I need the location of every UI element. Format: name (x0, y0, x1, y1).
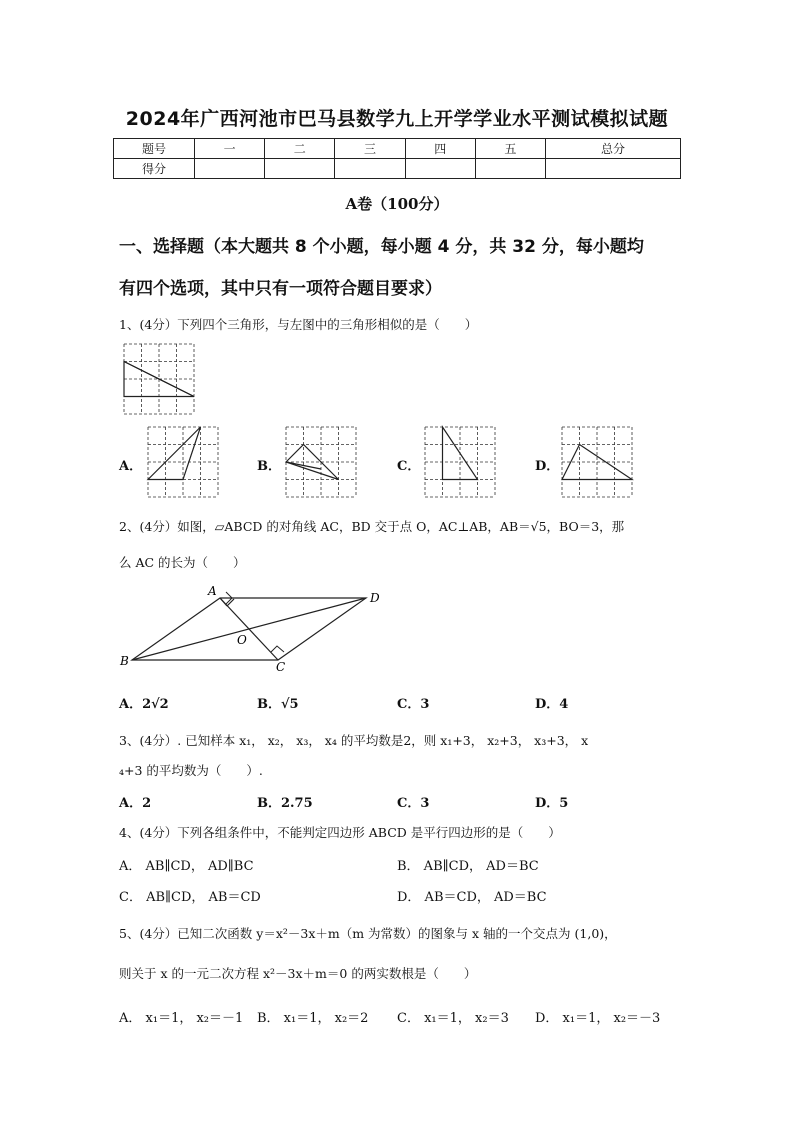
q4-option-c[interactable]: C． AB∥CD， AB＝CD (119, 890, 261, 905)
q3-option-a[interactable]: A．2 (119, 796, 152, 811)
q5-stem-line1: 5、(4分）已知二次函数 y＝x²－3x＋m（m 为常数）的图象与 x 轴的一个交点为 (1,0)， (119, 926, 617, 941)
q2-stem-line2: 么 AC 的长为（ ） (119, 555, 246, 570)
q3-stem-line1: 3、(4分）. 已知样本 x₁， x₂， x₃， x₄ 的平均数是2，则 x₁+3， x₂+3， x₃+3， x (119, 733, 589, 748)
q3-option-d[interactable]: D．5 (535, 796, 569, 811)
q1-option-a[interactable]: A． (119, 459, 143, 474)
score-header-cell: 四 (405, 139, 475, 159)
section-heading-line1: 一、选择题（本大题共 8 个小题，每小题 4 分，共 32 分，每小题均 (119, 237, 644, 257)
score-header-cell: 五 (475, 139, 545, 159)
part-heading: A卷（100分） (345, 195, 449, 213)
q2-label-a: A (208, 584, 217, 598)
q1-reference-figure (124, 344, 196, 416)
q3-option-b[interactable]: B．2.75 (257, 796, 313, 811)
score-header-cell: 题号 (114, 139, 195, 159)
q1-option-d[interactable]: D． (535, 459, 560, 474)
q4-option-b[interactable]: B． AB∥CD， AD＝BC (397, 859, 539, 874)
score-header-cell: 三 (335, 139, 405, 159)
q1-option-c-figure (425, 427, 497, 499)
q4-option-a[interactable]: A． AB∥CD， AD∥BC (119, 859, 254, 874)
q1-option-a-figure (148, 427, 220, 499)
q2-option-a[interactable]: A．2√2 (119, 697, 169, 712)
q4-stem: 4、(4分）下列各组条件中，不能判定四边形 ABCD 是平行四边形的是（ ） (119, 825, 561, 840)
score-cell (265, 159, 335, 179)
score-cell (335, 159, 405, 179)
q3-option-c[interactable]: C．3 (397, 796, 430, 811)
q2-parallelogram-figure (118, 585, 388, 675)
exam-title: 2024年广西河池市巴马县数学九上开学学业水平测试模拟试题 (125, 108, 669, 130)
q1-option-d-figure (562, 427, 634, 499)
score-cell (475, 159, 545, 179)
q3-stem-line2: ₄+3 的平均数为（ ）. (119, 763, 263, 778)
q2-label-b: B (120, 654, 129, 668)
section-heading-line2: 有四个选项，其中只有一项符合题目要求） (119, 279, 442, 299)
score-cell (195, 159, 265, 179)
q4-option-d[interactable]: D． AB＝CD， AD＝BC (397, 890, 547, 905)
score-cell (546, 159, 681, 179)
score-table-score-row (114, 159, 681, 179)
q5-option-d[interactable]: D． x₁＝1， x₂＝－3 (535, 1011, 661, 1026)
q2-label-d: D (370, 591, 380, 605)
q2-label-o: O (237, 633, 247, 647)
q1-option-c[interactable]: C． (397, 459, 421, 474)
q1-stem: 1、(4分）下列四个三角形，与左图中的三角形相似的是（ ） (119, 317, 478, 332)
q5-option-b[interactable]: B． x₁＝1， x₂＝2 (257, 1011, 369, 1026)
q5-stem-line2: 则关于 x 的一元二次方程 x²－3x＋m＝0 的两实数根是（ ） (119, 966, 477, 981)
q2-option-b[interactable]: B．√5 (257, 697, 299, 712)
score-cell (405, 159, 475, 179)
q2-label-c: C (276, 660, 286, 674)
q5-option-a[interactable]: A． x₁＝1， x₂＝－1 (119, 1011, 244, 1026)
q5-option-c[interactable]: C． x₁＝1， x₂＝3 (397, 1011, 509, 1026)
q2-option-c[interactable]: C．3 (397, 697, 430, 712)
score-table-header-row (114, 139, 681, 159)
q2-stem-line1: 2、(4分）如图，▱ABCD 的对角线 AC，BD 交于点 O，AC⊥AB，AB＝√5，BO＝3，那 (119, 519, 625, 534)
score-header-cell: 一 (195, 139, 265, 159)
q1-option-b[interactable]: B． (257, 459, 281, 474)
score-table (113, 138, 681, 179)
score-row-label: 得分 (114, 159, 195, 179)
score-header-cell: 二 (265, 139, 335, 159)
q2-option-d[interactable]: D．4 (535, 697, 569, 712)
score-header-cell: 总分 (546, 139, 681, 159)
q1-option-b-figure (286, 427, 358, 499)
